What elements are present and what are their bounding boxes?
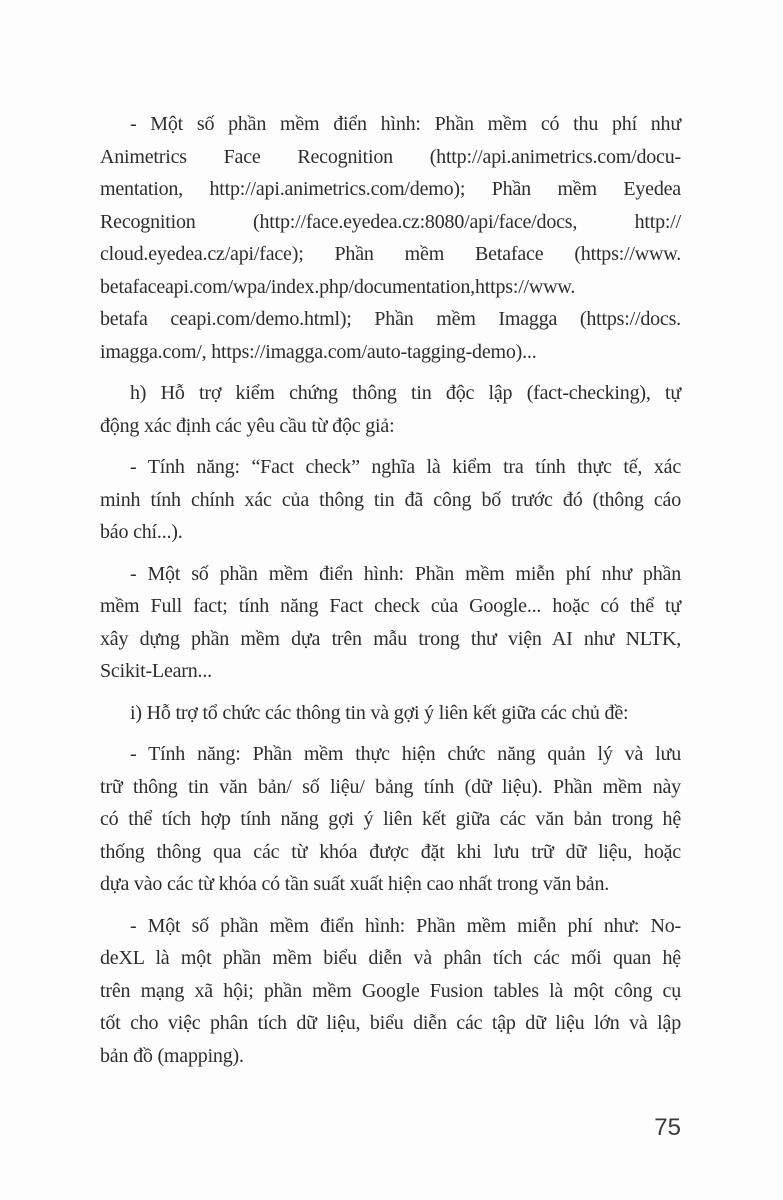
paragraph xyxy=(100,108,681,368)
text-line: trữ thông tin văn bản/ số liệu/ bảng tính (dữ liệu). Phần mềm này xyxy=(100,775,681,798)
text-line: minh tính chính xác của thông tin đã công bố trước đó (thông cáo xyxy=(100,488,681,511)
text-line: i) Hỗ trợ tổ chức các thông tin và gợi ý liên kết giữa các chủ đề: xyxy=(130,701,629,724)
paragraph xyxy=(100,377,681,442)
text-line: động xác định các yêu cầu từ độc giả: xyxy=(100,414,395,437)
text-line: Recognition (http://face.eyedea.cz:8080/api/face/docs, http:// xyxy=(100,210,681,233)
text-line: imagga.com/, https://imagga.com/auto-tagging-demo)... xyxy=(100,340,537,363)
text-line: cloud.eyedea.cz/api/face); Phần mềm Betaface (https://www. xyxy=(100,243,681,265)
text-line: báo chí...). xyxy=(100,521,183,543)
text-line: có thể tích hợp tính năng gợi ý liên kết giữa các văn bản trong hệ xyxy=(100,808,681,830)
text-line: Animetrics Face Recognition (http://api.animetrics.com/docu- xyxy=(100,145,681,168)
paragraph xyxy=(100,910,681,1073)
text-line: deXL là một phần mềm biểu diễn và phân tích các mối quan hệ xyxy=(100,947,681,969)
page-number: 75 xyxy=(654,1114,681,1141)
text-line: - Một số phần mềm điển hình: Phần mềm miễn phí như phần xyxy=(130,562,681,585)
text-line: xây dựng phần mềm dựa trên mẫu trong thư viện AI như NLTK, xyxy=(100,627,681,650)
text-line: betafaceapi.com/wpa/index.php/documentation,https://www. xyxy=(100,275,576,298)
text-line: - Tính năng: Phần mềm thực hiện chức năng quản lý và lưu xyxy=(130,743,681,765)
text-line: - Một số phần mềm điển hình: Phần mềm có thu phí như xyxy=(130,113,681,135)
text-line: h) Hỗ trợ kiểm chứng thông tin độc lập (fact-checking), tự xyxy=(130,382,681,404)
paragraph xyxy=(100,738,681,901)
text-line: - Một số phần mềm điển hình: Phần mềm miễn phí như: No- xyxy=(130,914,681,937)
text-line: Scikit-Learn... xyxy=(100,660,212,682)
text-line: mềm Full fact; tính năng Fact check của Google... hoặc có thể tự xyxy=(100,595,681,617)
page-text xyxy=(100,108,681,1081)
text-line: bản đồ (mapping). xyxy=(100,1044,244,1067)
text-line: trên mạng xã hội; phần mềm Google Fusion tables là một công cụ xyxy=(100,979,681,1002)
text-line: tốt cho việc phân tích dữ liệu, biểu diễn các tập dữ liệu lớn và lập xyxy=(100,1012,681,1034)
text-line: mentation, http://api.animetrics.com/demo); Phần mềm Eyedea xyxy=(100,178,681,200)
paragraph xyxy=(100,451,681,549)
text-line: thống thông qua các từ khóa được đặt khi lưu trữ dữ liệu, hoặc xyxy=(100,840,681,863)
paragraph xyxy=(100,697,681,730)
text-line: betafa ceapi.com/demo.html); Phần mềm Imagga (https://docs. xyxy=(100,308,681,330)
text-line: dựa vào các từ khóa có tần suất xuất hiện cao nhất trong văn bản. xyxy=(100,873,610,895)
text-line: - Tính năng: “Fact check” nghĩa là kiểm tra tính thực tế, xác xyxy=(130,456,681,478)
paragraph xyxy=(100,558,681,688)
